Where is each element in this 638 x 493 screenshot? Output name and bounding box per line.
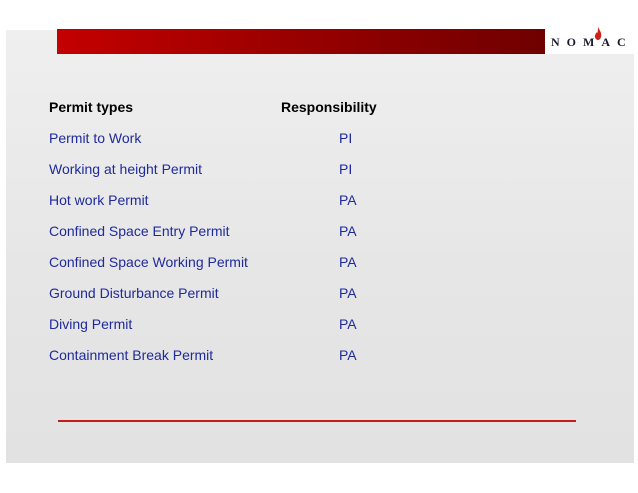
responsibility-cell: PA bbox=[339, 285, 357, 301]
bottom-divider bbox=[58, 420, 576, 422]
table-row bbox=[0, 347, 638, 367]
permit-type-cell: Permit to Work bbox=[49, 130, 142, 146]
permit-type-cell: Hot work Permit bbox=[49, 192, 149, 208]
column-header-responsibility: Responsibility bbox=[281, 99, 377, 115]
responsibility-cell: PA bbox=[339, 223, 357, 239]
column-header-permit-types: Permit types bbox=[49, 99, 134, 115]
permit-type-cell: Confined Space Entry Permit bbox=[49, 223, 230, 239]
table-row bbox=[0, 161, 638, 181]
permit-type-cell: Confined Space Working Permit bbox=[49, 254, 248, 270]
table-row bbox=[0, 254, 638, 274]
logo-text: NOMAC bbox=[551, 35, 633, 49]
responsibility-cell: PI bbox=[339, 161, 353, 177]
permit-type-cell: Containment Break Permit bbox=[49, 347, 214, 363]
responsibility-cell: PA bbox=[339, 347, 357, 363]
table-row bbox=[0, 192, 638, 212]
table-row bbox=[0, 223, 638, 243]
permit-type-cell: Working at height Permit bbox=[49, 161, 203, 177]
responsibility-cell: PA bbox=[339, 192, 357, 208]
company-logo bbox=[545, 29, 634, 54]
table-row bbox=[0, 316, 638, 336]
slide-background bbox=[6, 30, 634, 463]
table-row bbox=[0, 130, 638, 150]
table-row bbox=[0, 285, 638, 305]
permit-type-cell: Diving Permit bbox=[49, 316, 133, 332]
responsibility-cell: PA bbox=[339, 316, 357, 332]
responsibility-cell: PA bbox=[339, 254, 357, 270]
page-title: Forms & Records bbox=[181, 4, 337, 21]
responsibility-cell: PI bbox=[339, 130, 353, 146]
permit-type-cell: Ground Disturbance Permit bbox=[49, 285, 219, 301]
title-bar bbox=[57, 29, 545, 54]
